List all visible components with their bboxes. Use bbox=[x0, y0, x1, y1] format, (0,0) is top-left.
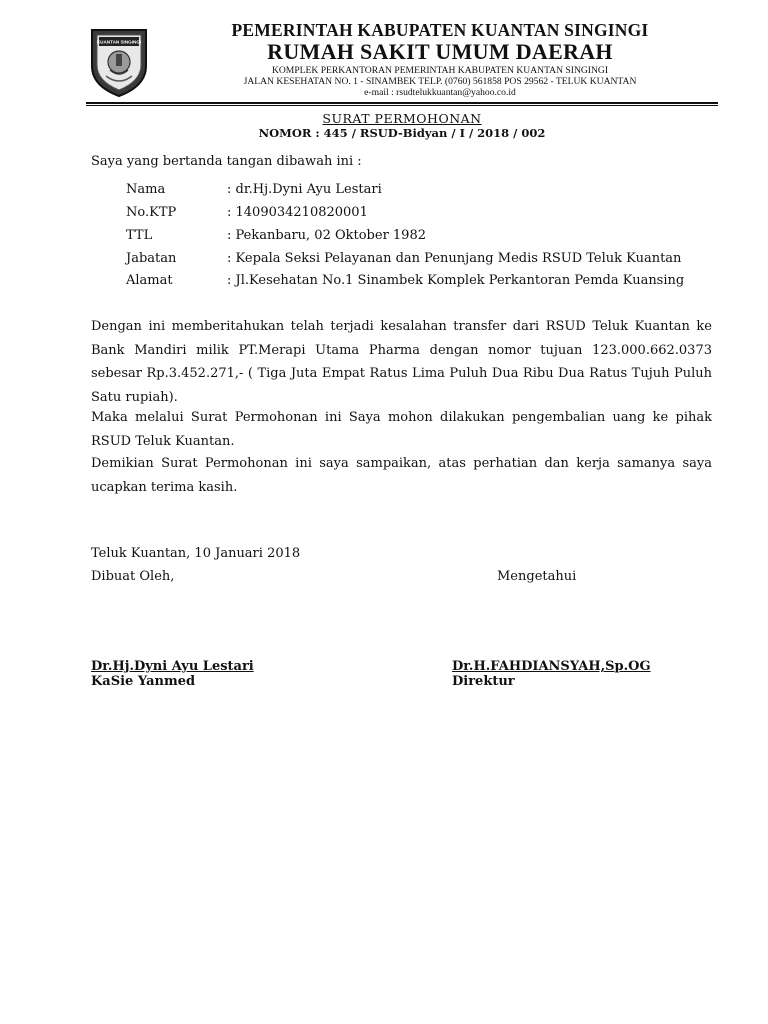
address-line-1: KOMPLEK PERKANTORAN PEMERINTAH KABUPATEN KUANTAN SINGINGI bbox=[271, 65, 609, 76]
body-paragraph-1: Dengan ini memberitahukan telah terjadi kesalahan transfer dari RSUD Teluk Kuantan ke Bank Mandiri milik PT.Merapi Utama Pharma dengan nomor tujuan 123.000.662.0373 sebesar Rp.3.452.271,- ( Tiga Juta Empat Ratus Lima Puluh Dua Ribu Dua Ratus Tujuh Puluh Satu rupiah). bbox=[91, 319, 712, 405]
identity-label: No.KTP bbox=[126, 205, 177, 220]
letterhead-rule-thin bbox=[86, 105, 718, 106]
identity-value: : Pekanbaru, 02 Oktober 1982 bbox=[227, 228, 426, 243]
made-by-label: Dibuat Oleh, bbox=[91, 569, 175, 584]
letter-title: SURAT PERMOHONAN bbox=[322, 111, 482, 126]
acknowledged-label: Mengetahui bbox=[497, 569, 577, 584]
identity-label: Nama bbox=[126, 182, 166, 197]
signer1-name: Dr.Hj.Dyni Ayu Lestari bbox=[91, 659, 254, 674]
letterhead-rule-thick bbox=[86, 102, 718, 104]
identity-value: : Kepala Seksi Pelayanan dan Penunjang Medis RSUD Teluk Kuantan bbox=[227, 251, 682, 266]
place-date: Teluk Kuantan, 10 Januari 2018 bbox=[91, 546, 301, 561]
signer2-title: Direktur bbox=[452, 674, 515, 689]
hospital-name: RUMAH SAKIT UMUM DAERAH bbox=[267, 39, 613, 64]
identity-value: : 1409034210820001 bbox=[227, 205, 368, 220]
regency-coat-of-arms-logo bbox=[88, 26, 150, 98]
government-heading: PEMERINTAH KABUPATEN KUANTAN SINGINGI bbox=[231, 20, 649, 40]
intro-text: Saya yang bertanda tangan dibawah ini : bbox=[91, 154, 362, 169]
identity-label: Jabatan bbox=[126, 251, 177, 266]
body-paragraph-3: Demikian Surat Permohonan ini saya sampaikan, atas perhatian dan kerja samanya saya ucapkan terima kasih. bbox=[91, 456, 712, 495]
identity-label: Alamat bbox=[126, 273, 173, 288]
logo-banner-text: KUANTAN SINGINGI bbox=[96, 39, 142, 45]
identity-label: TTL bbox=[126, 228, 153, 243]
identity-value: : dr.Hj.Dyni Ayu Lestari bbox=[227, 182, 382, 197]
letter-number: NOMOR : 445 / RSUD-Bidyan / I / 2018 / 002 bbox=[258, 126, 546, 140]
signer1-title: KaSie Yanmed bbox=[91, 674, 196, 689]
identity-value: : Jl.Kesehatan No.1 Sinambek Komplek Perkantoran Pemda Kuansing bbox=[227, 273, 685, 288]
email-line: e-mail : rsudtelukkuantan@yahoo.co.id bbox=[364, 87, 516, 98]
body-paragraph-2: Maka melalui Surat Permohonan ini Saya mohon dilakukan pengembalian uang ke pihak RSUD Teluk Kuantan. bbox=[91, 410, 712, 449]
signer2-name: Dr.H.FAHDIANSYAH,Sp.OG bbox=[452, 659, 651, 674]
address-line-2: JALAN KESEHATAN NO. 1 - SINAMBEK TELP. (0760) 561858 POS 29562 - TELUK KUANTAN bbox=[243, 76, 637, 87]
